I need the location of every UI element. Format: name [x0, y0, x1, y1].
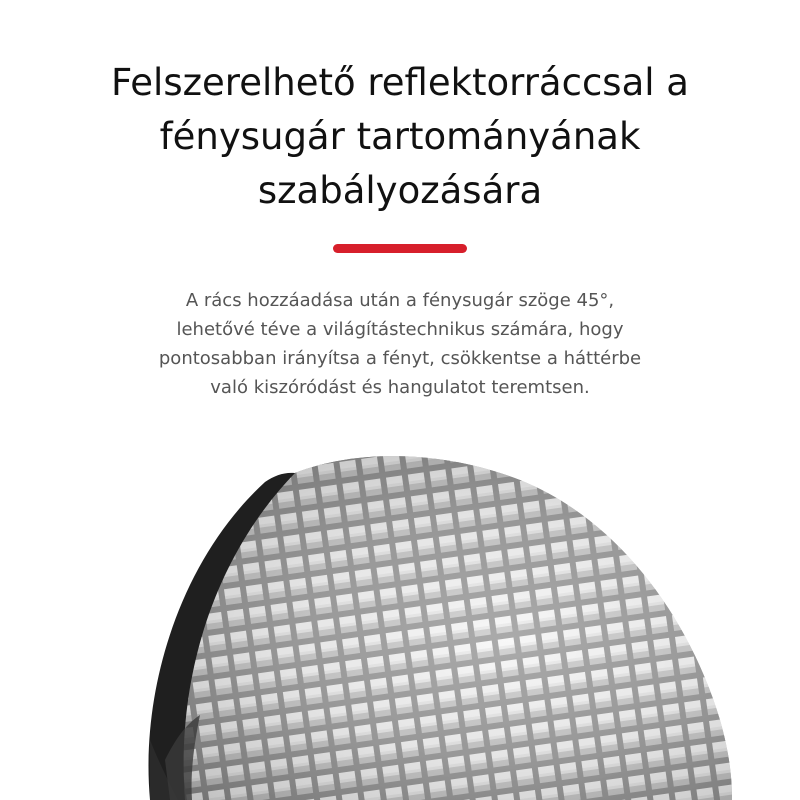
softbox-grid-image [0, 440, 800, 800]
description [60, 286, 740, 402]
description-line: A rács hozzáadása után a fénysugár szöge 45°, [185, 290, 615, 311]
description-line: lehetővé téve a világítástechnikus számára, hogy [176, 319, 624, 340]
red-accent-divider [333, 244, 467, 253]
headline-line: szabályozására [257, 169, 543, 212]
headline-line: fénysugár tartományának [159, 115, 641, 158]
description-line: való kiszóródást és hangulatot teremtsen. [210, 377, 590, 398]
headline [40, 56, 760, 218]
description-line: pontosabban irányítsa a fényt, csökkentse a háttérbe [158, 348, 642, 369]
headline-line: Felszerelhető reflektorráccsal a [111, 61, 689, 104]
